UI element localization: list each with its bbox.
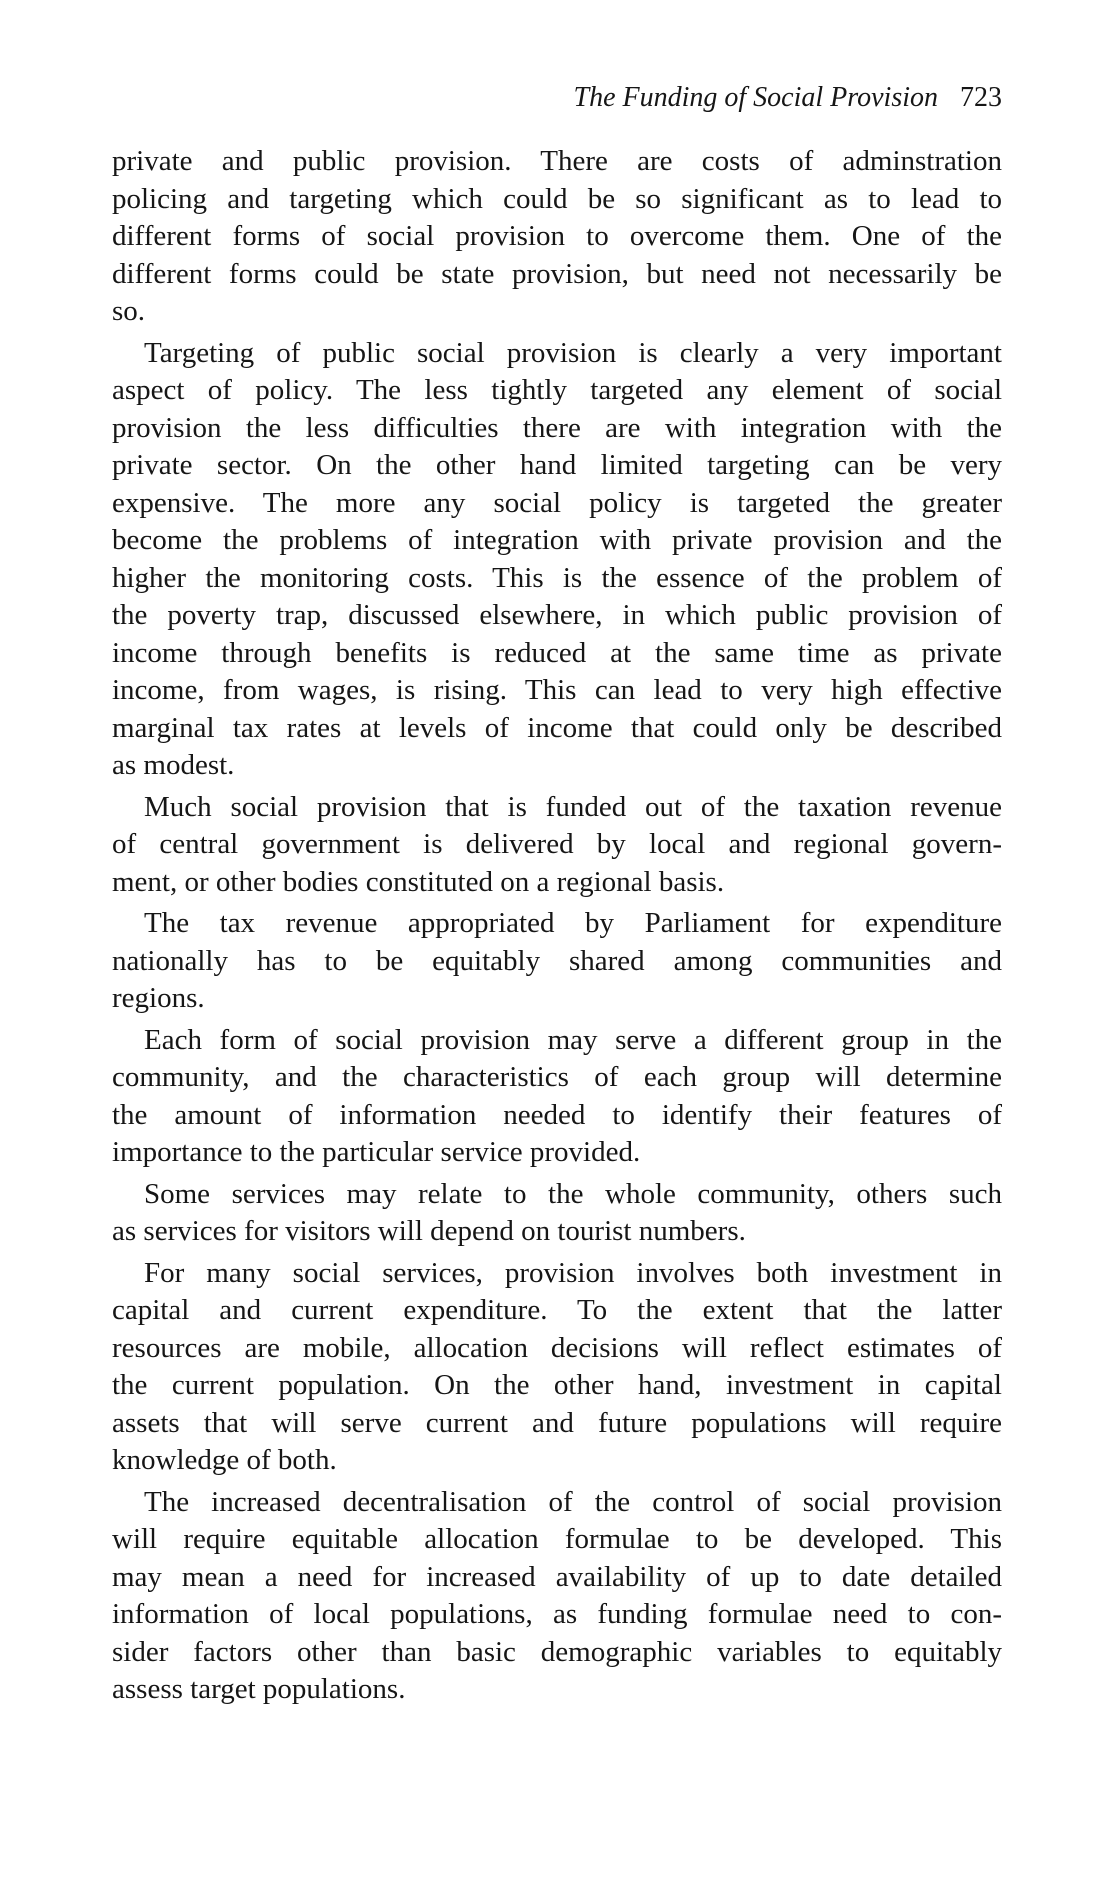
text-line: provision the less difficulties there are with integration with the <box>112 411 1002 444</box>
paragraph <box>112 1255 1002 1480</box>
text-line: ment, or other bodies constituted on a regional basis. <box>112 865 725 898</box>
text-line: Targeting of public social provision is clearly a very important <box>144 336 1002 369</box>
text-line: as services for visitors will depend on tourist numbers. <box>112 1215 746 1247</box>
text-line: Some services may relate to the whole community, others such <box>144 1177 1002 1210</box>
running-title: The Funding of Social Provision <box>573 82 938 113</box>
paragraph <box>112 905 1002 1018</box>
text-line: regions. <box>112 982 205 1014</box>
text-line: resources are mobile, allocation decisions will reflect estimates of <box>112 1331 1002 1364</box>
text-line: as modest. <box>112 749 235 781</box>
text-line: of central government is delivered by local and regional govern- <box>112 828 1002 860</box>
text-line: importance to the particular service provided. <box>112 1136 641 1168</box>
page-number: 723 <box>960 82 1002 113</box>
text-line: assess target populations. <box>112 1673 406 1705</box>
text-line: The tax revenue appropriated by Parliament for expenditure <box>144 907 1002 939</box>
text-line: information of local populations, as funding formulae need to con- <box>112 1598 1002 1630</box>
text-line: will require equitable allocation formulae to be developed. This <box>112 1523 1002 1555</box>
paragraph <box>112 1022 1002 1172</box>
text-line: the poverty trap, discussed elsewhere, in which public provision of <box>112 599 1002 631</box>
text-line: The increased decentralisation of the control of social provision <box>144 1485 1002 1518</box>
text-line: different forms could be state provision, but need not necessarily be <box>112 257 1002 290</box>
text-line: private sector. On the other hand limited targeting can be very <box>112 449 1002 481</box>
text-line: policing and targeting which could be so significant as to lead to <box>112 182 1002 215</box>
text-line: aspect of policy. The less tightly targeted any element of social <box>112 374 1002 406</box>
body-text <box>112 143 1002 1709</box>
text-line: knowledge of both. <box>112 1444 337 1476</box>
paragraph <box>112 1484 1002 1709</box>
text-line: Each form of social provision may serve a different group in the <box>144 1023 1002 1056</box>
text-line: become the problems of integration with private provision and the <box>112 524 1002 556</box>
text-line: For many social services, provision involves both investment in <box>144 1256 1002 1289</box>
text-line: the amount of information needed to identify their features of <box>112 1098 1002 1131</box>
running-head <box>112 80 1002 116</box>
text-line: private and public provision. There are costs of adminstration <box>112 145 1002 177</box>
text-line: income through benefits is reduced at the same time as private <box>112 636 1002 669</box>
text-line: sider factors other than basic demographic variables to equitably <box>112 1635 1002 1668</box>
text-line: Much social provision that is funded out of the taxation revenue <box>144 790 1002 823</box>
text-line: income, from wages, is rising. This can lead to very high effective <box>112 674 1002 706</box>
text-line: community, and the characteristics of each group will determine <box>112 1061 1002 1093</box>
text-line: may mean a need for increased availability of up to date detailed <box>112 1560 1002 1593</box>
paragraph <box>112 1176 1002 1251</box>
text-line: expensive. The more any social policy is targeted the greater <box>112 486 1002 519</box>
text-line: so. <box>112 295 146 327</box>
paragraph <box>112 335 1002 785</box>
paragraph <box>112 143 1002 331</box>
text-line: capital and current expenditure. To the extent that the latter <box>112 1294 1002 1326</box>
text-line: higher the monitoring costs. This is the essence of the problem of <box>112 561 1002 594</box>
paragraph <box>112 789 1002 902</box>
text-line: marginal tax rates at levels of income that could only be described <box>112 711 1002 744</box>
text-line: different forms of social provision to overcome them. One of the <box>112 220 1002 252</box>
text-line: the current population. On the other hand, investment in capital <box>112 1369 1002 1401</box>
text-line: nationally has to be equitably shared among communities and <box>112 944 1002 977</box>
text-line: assets that will serve current and future populations will require <box>112 1406 1002 1439</box>
